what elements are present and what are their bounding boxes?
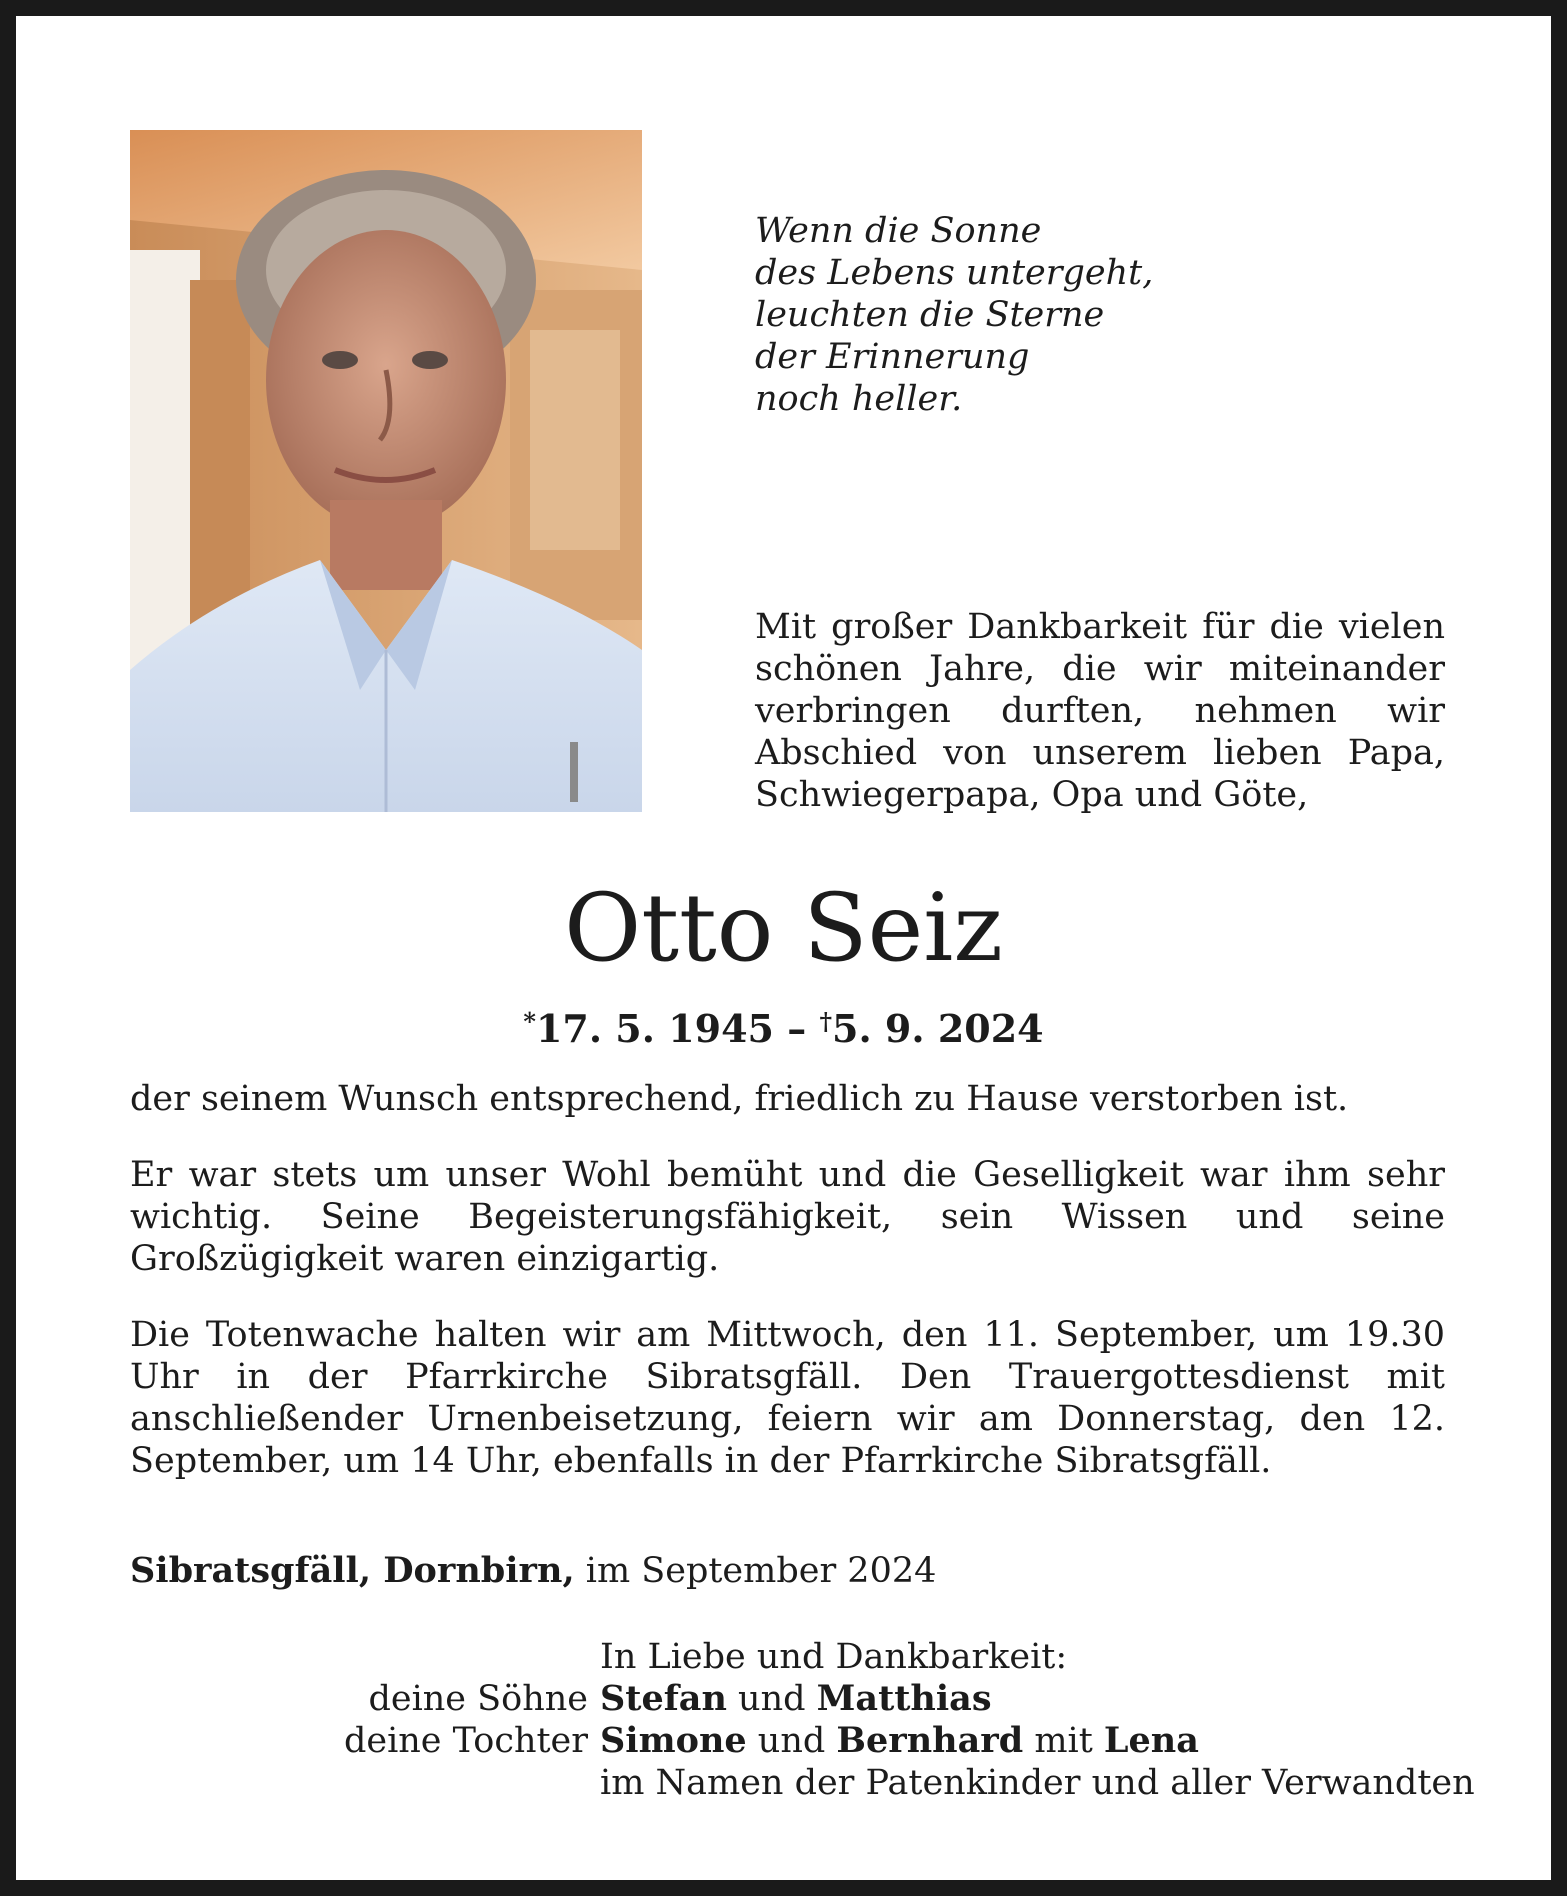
memorial-quote	[755, 210, 1153, 420]
sons-label: deine Söhne	[368, 1679, 588, 1719]
intro-text: Mit großer Dankbarkeit für die vielen schönen Jahre, die wir miteinander verbringen durften, nehmen wir Abschied von unserem lieben Papa, Schwiegerpapa, Opa und Göte,	[755, 607, 1445, 815]
quote-line: noch heller.	[755, 379, 963, 419]
quote-line: Wenn die Sonne	[755, 211, 1042, 251]
quote-line: leuchten die Sterne	[755, 295, 1105, 335]
conjunction: und	[746, 1721, 837, 1761]
conjunction: mit	[1023, 1721, 1104, 1761]
partner-name: Bernhard	[836, 1720, 1024, 1761]
quote-line: des Lebens untergeht,	[755, 253, 1154, 293]
place-date: im September 2024	[574, 1551, 937, 1591]
portrait-photo-icon	[130, 130, 642, 812]
portrait-photo	[130, 130, 642, 812]
paragraph: Die Totenwache halten wir am Mittwoch, den 11. September, um 19.30 Uhr in der Pfarrkirche Sibratsgfäll. Den Trauergottesdienst mit anschließender Urnenbeisetzung, feiern wir am Donnerstag, den 12. September, um 14 Uhr, ebenfalls in der Pfarrkirche Sibratsgfäll.	[130, 1315, 1445, 1481]
paragraph: Er war stets um unser Wohl bemüht und die Geselligkeit war ihm sehr wichtig. Seine Begeisterungsfähigkeit, sein Wissen und seine Großzügigkeit waren einzigartig.	[130, 1155, 1445, 1279]
signoff	[16, 1636, 1551, 1804]
signoff-closing: im Namen der Patenkinder und aller Verwandten	[600, 1763, 1475, 1803]
daughter-name: Simone	[600, 1720, 747, 1761]
paragraph: der seinem Wunsch entsprechend, friedlich zu Hause verstorben ist.	[130, 1079, 1349, 1119]
date-separator: –	[773, 1006, 820, 1051]
signoff-heading: In Liebe und Dankbarkeit:	[600, 1637, 1068, 1677]
son-name: Matthias	[816, 1678, 992, 1719]
birth-symbol: *	[523, 1007, 536, 1036]
quote-line: der Erinnerung	[755, 337, 1030, 377]
conjunction: und	[726, 1679, 817, 1719]
son-name: Stefan	[600, 1678, 727, 1719]
obituary-body	[130, 1078, 1445, 1516]
grandchild-name: Lena	[1103, 1720, 1199, 1761]
life-dates	[16, 998, 1551, 1053]
place-towns: Sibratsgfäll, Dornbirn,	[130, 1550, 575, 1591]
place-and-date	[130, 1550, 936, 1592]
death-symbol: †	[819, 1007, 833, 1036]
birth-date: 17. 5. 1945	[535, 1006, 774, 1051]
daughter-label: deine Tochter	[343, 1721, 588, 1761]
death-date: 5. 9. 2024	[832, 1006, 1044, 1051]
obituary-page	[16, 16, 1551, 1880]
deceased-name: Otto Seiz	[564, 874, 1003, 983]
